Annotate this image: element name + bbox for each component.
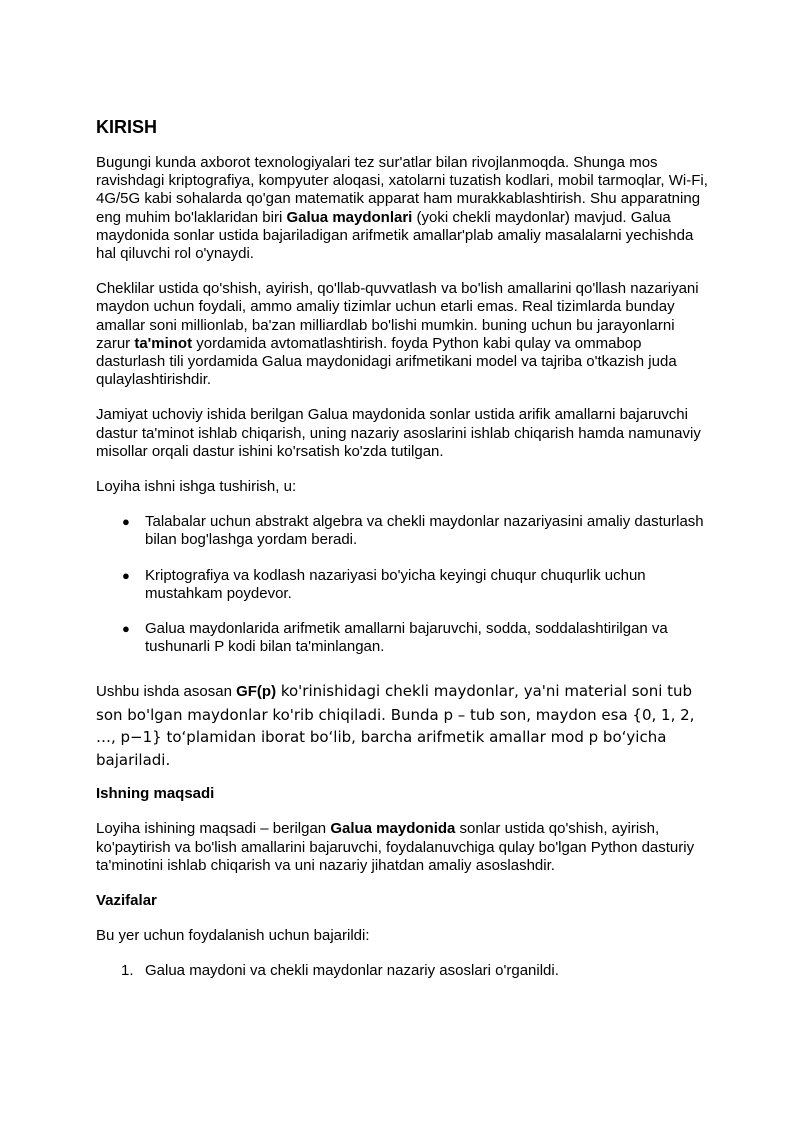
paragraph-five [96, 680, 708, 771]
list-item [96, 962, 708, 980]
bullet-icon: ● [122, 514, 130, 530]
section-title-goal: Ishning maqsadi [96, 785, 215, 803]
p5-bold-term: GF(p) [236, 683, 277, 701]
intro-bold-term: Galua maydonlari [286, 208, 413, 226]
paragraph-three: Jamiyat uchoviy ishida berilgan Galua maydonida sonlar ustida arifik amallarni bajaruvchi dastur ta'minot ishlab chiqarish, uning nazariy asoslarini ishlab chiqarish hamda namunaviy misollar orqali dastur ishini ko'rsatish ko'zda tutilgan. [96, 406, 701, 460]
tasks-intro: Bu yer uchun foydalanish uchun bajarildi: [96, 927, 370, 945]
p6-text-a: Loyiha ishining maqsadi – berilgan [96, 820, 331, 838]
paragraph-four: Loyiha ishni ishga tushirish, u: [96, 478, 297, 496]
p6-bold-term: Galua maydonida [330, 820, 456, 838]
list-item-text: Galua maydonlarida arifmetik amallarni bajaruvchi, sodda, soddalashtirilgan va tushunarli P kodi bilan ta'minlangan. [145, 620, 668, 656]
page-title: KIRISH [96, 117, 158, 137]
bullet-list [96, 513, 708, 656]
list-item [96, 513, 708, 549]
p6-text-c: sonlar ustida qo'shish, ayirish, ko'paytirish va bo'lish amallarini bajaruvchi, foydalanuvchiga qulay bo'lgan Python dasturiy ta'minotini ishlab chiqarish va uni nazariy jihatdan amaliy asoslashdir. [96, 820, 695, 874]
p2-text-c: yordamida avtomatlashtirish. foyda Python kabi qulay va ommabop dasturlash tili yordamida Galua maydonidagi arifmetikani model va tajriba o'tkazish juda qulaylashtirishdir. [96, 334, 677, 389]
bullet-icon: ● [122, 567, 130, 583]
task-list [96, 962, 708, 980]
goal-paragraph [96, 820, 708, 875]
p5-text-c: ko'rinishidagi chekli maydonlar, ya'ni material soni tub son bo'lgan maydonlar ko'rib chiqiladi. Bunda p – tub son, maydon esa {0, 1, 2, …, p−1} to‘plamidan iborat bo‘lib, barcha arifmetik amallar mod p bo‘yicha bajariladi. [96, 682, 695, 769]
document-page [96, 116, 708, 980]
list-item-text: Talabalar uchun abstrakt algebra va chekli maydonlar nazariyasini amaliy dasturlash bilan bog'lashga yordam beradi. [145, 513, 704, 549]
list-item-text: Kriptografiya va kodlash nazariyasi bo'yicha keyingi chuqur chuqurlik uchun mustahkam poydevor. [145, 566, 646, 602]
list-item [96, 620, 708, 656]
intro-text-a: Bugungi kunda axborot texnologiyalari tez sur'atlar bilan rivojlanmoqda. Shunga mos ravishdagi kriptografiya, kompyuter aloqasi, xatolarni tuzatish kodlari, mobil tarmoqlar, Wi-Fi, 4G/5G kabi sohalarda qo'gan matematik apparat ham murakkablashtirish. Shu apparatning eng muhim bo'laklaridan biri [96, 154, 708, 226]
intro-paragraph [96, 154, 708, 263]
p5-text-a: Ushbu ishda asosan [96, 683, 237, 701]
section-title-tasks: Vazifalar [96, 892, 157, 910]
list-number: 1. [121, 962, 134, 980]
intro-text-c: (yoki chekli maydonlar) mavjud. Galua maydonida sonlar ustida bajariladigan arifmetik amallar'plab amaliy masalalarni yechishda hal qiluvchi rol o'ynaydi. [96, 208, 694, 263]
bullet-icon: ● [122, 621, 130, 637]
p2-text-a: Cheklilar ustida qo'shish, ayirish, qo'llab-quvvatlash va bo'lish amallarini qo'llash nazariyani maydon uchun foydali, ammo amaliy tizimlar uchun etarli emas. Real tizimlarda bunday amallar soni millionlab, ba'zan milliardlab bo'lishi mumkin. buning uchun bu jarayonlarni zarur [96, 280, 699, 352]
p2-bold-term: ta'minot [134, 334, 193, 352]
list-item-text: Galua maydoni va chekli maydonlar nazariy asoslari o'rganildi. [145, 962, 559, 980]
paragraph-two [96, 280, 708, 389]
list-item [96, 567, 708, 603]
